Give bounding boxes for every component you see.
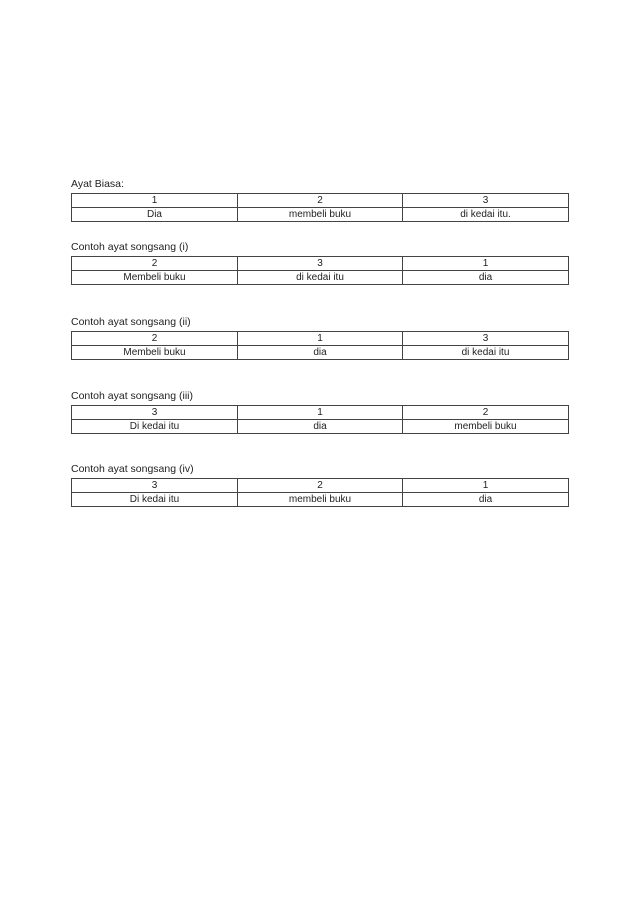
table-cell: Membeli buku bbox=[72, 271, 238, 285]
table-cell: di kedai itu. bbox=[403, 208, 569, 222]
word-order-table bbox=[71, 193, 569, 222]
table-ayat-biasa bbox=[71, 178, 568, 222]
section-label: Contoh ayat songsang (ii) bbox=[71, 316, 191, 328]
table-songsang-iii bbox=[71, 390, 568, 434]
table-songsang-i bbox=[71, 241, 568, 285]
section-label: Contoh ayat songsang (iii) bbox=[71, 390, 193, 402]
table-cell: Membeli buku bbox=[72, 346, 238, 360]
table-cell: 2 bbox=[238, 194, 403, 208]
section-label: Ayat Biasa: bbox=[71, 178, 124, 190]
table-cell: 1 bbox=[403, 479, 569, 493]
table-cell: 3 bbox=[238, 257, 403, 271]
number-row bbox=[72, 332, 569, 346]
table-cell: dia bbox=[238, 420, 403, 434]
table-cell: di kedai itu bbox=[403, 346, 569, 360]
word-row bbox=[72, 420, 569, 434]
table-cell: 2 bbox=[403, 406, 569, 420]
table-cell: 3 bbox=[403, 194, 569, 208]
section-label: Contoh ayat songsang (i) bbox=[71, 241, 189, 253]
table-songsang-ii bbox=[71, 316, 568, 360]
number-row bbox=[72, 479, 569, 493]
table-cell: 1 bbox=[403, 257, 569, 271]
word-row bbox=[72, 271, 569, 285]
table-cell: membeli buku bbox=[238, 208, 403, 222]
word-order-table bbox=[71, 405, 569, 434]
table-cell: 1 bbox=[238, 406, 403, 420]
word-order-table bbox=[71, 331, 569, 360]
word-row bbox=[72, 493, 569, 507]
table-cell: 3 bbox=[403, 332, 569, 346]
table-cell: dia bbox=[238, 346, 403, 360]
table-cell: 3 bbox=[72, 406, 238, 420]
table-cell: 2 bbox=[72, 332, 238, 346]
word-order-table bbox=[71, 256, 569, 285]
word-order-table bbox=[71, 478, 569, 507]
table-songsang-iv bbox=[71, 463, 568, 507]
section-label: Contoh ayat songsang (iv) bbox=[71, 463, 194, 475]
table-cell: 2 bbox=[238, 479, 403, 493]
number-row bbox=[72, 257, 569, 271]
word-row bbox=[72, 346, 569, 360]
table-cell: Di kedai itu bbox=[72, 420, 238, 434]
table-cell: 2 bbox=[72, 257, 238, 271]
table-cell: Dia bbox=[72, 208, 238, 222]
word-row bbox=[72, 208, 569, 222]
table-cell: Di kedai itu bbox=[72, 493, 238, 507]
table-cell: 1 bbox=[238, 332, 403, 346]
number-row bbox=[72, 194, 569, 208]
table-cell: dia bbox=[403, 493, 569, 507]
table-cell: 3 bbox=[72, 479, 238, 493]
table-cell: 1 bbox=[72, 194, 238, 208]
table-cell: di kedai itu bbox=[238, 271, 403, 285]
table-cell: membeli buku bbox=[238, 493, 403, 507]
number-row bbox=[72, 406, 569, 420]
table-cell: membeli buku bbox=[403, 420, 569, 434]
table-cell: dia bbox=[403, 271, 569, 285]
